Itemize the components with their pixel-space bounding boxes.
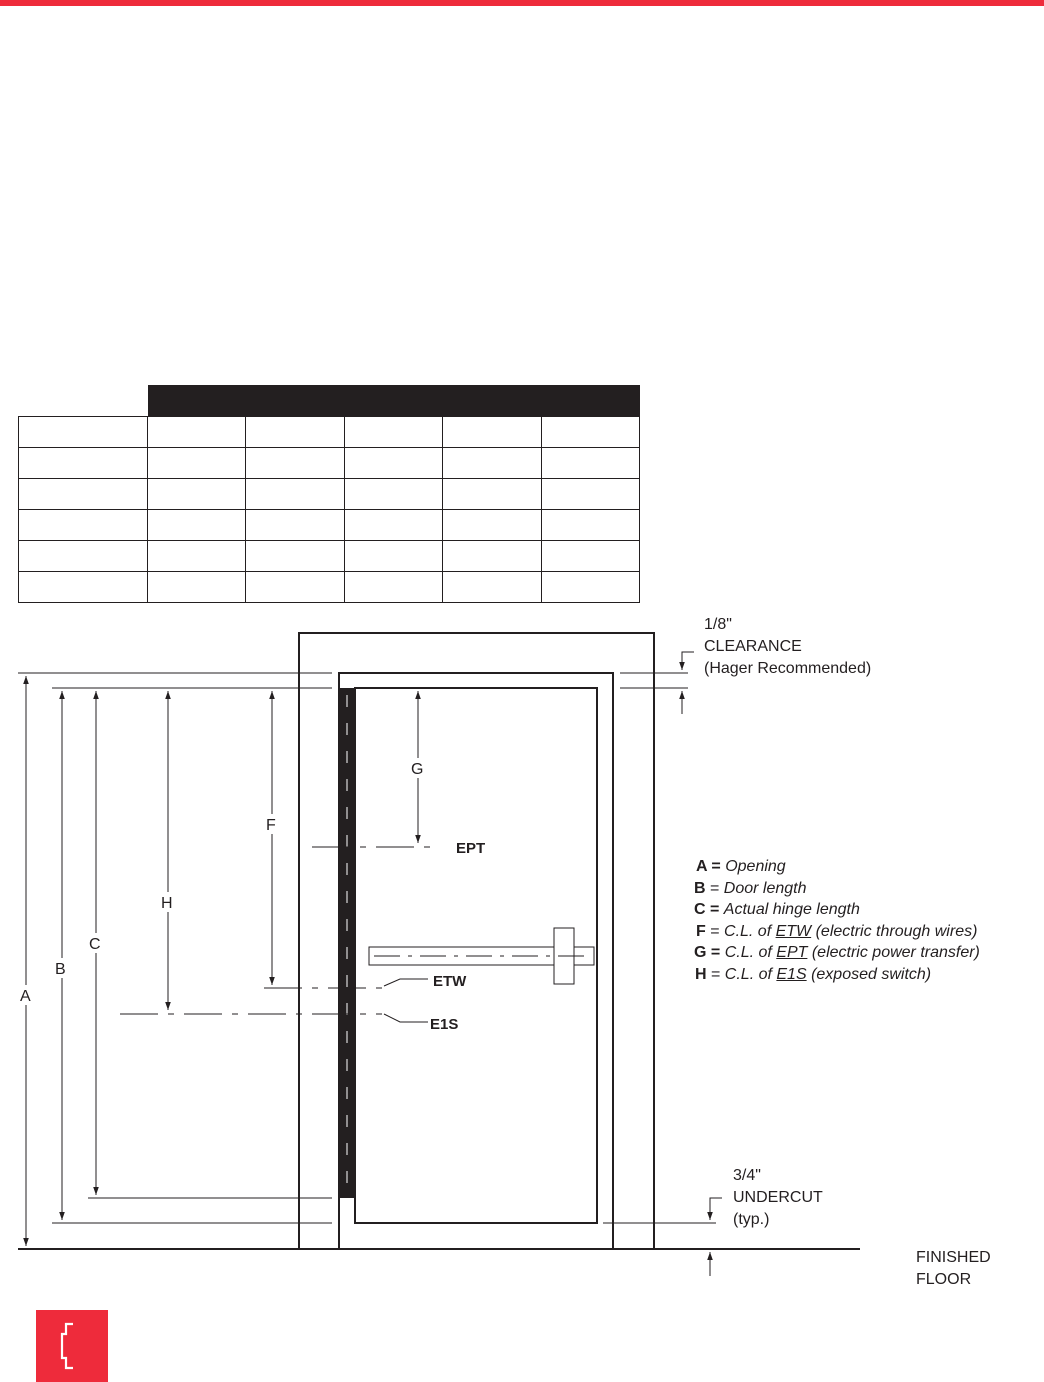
legend-row-f [692,921,1037,943]
legend-letter: F [696,922,706,940]
legend-text: Actual hinge length [723,901,860,919]
legend-letter: A [696,858,707,875]
legend-text-suffix: (electric power transfer) [807,944,980,962]
dim-label-g: G [411,761,424,778]
undercut-note-line-2: UNDERCUT [733,1189,823,1206]
legend-equals: = [706,858,726,875]
floor-label-line-1: FINISHED [916,1249,991,1266]
legend-row-h [692,964,1037,986]
legend-letter: H [695,965,707,983]
legend-row-a [692,856,1037,878]
legend-row-g [692,942,1037,964]
legend-equals: = [705,901,724,919]
clearance-note-line-3: (Hager Recommended) [704,660,872,677]
dim-label-f: F [266,817,276,834]
legend-letter: C [694,901,706,919]
dim-label-b: B [55,961,66,978]
legend-code-ept: EPT [776,944,808,962]
legend-equals: = [706,944,725,962]
leader-etw [384,979,428,986]
legend-row-c [692,899,1037,921]
legend-code-e1s: E1S [776,965,807,983]
legend-row-b [692,878,1037,900]
dim-label-h: H [161,895,173,912]
undercut-note-line-3: (typ.) [733,1211,770,1228]
legend-text-suffix: (exposed switch) [806,965,932,983]
legend-text-prefix: C.L. of [724,965,777,983]
undercut-leader [710,1198,722,1214]
floor-label-line-2: FLOOR [916,1271,972,1288]
legend-text-prefix: C.L. of [724,944,777,962]
label-ept: EPT [456,840,486,857]
legend-letter: G [694,944,707,962]
dim-label-a: A [20,988,31,1005]
clearance-note-line-2: CLEARANCE [704,638,802,655]
legend-equals: = [705,922,725,940]
leader-e1s [384,1014,428,1022]
dimension-legend [692,856,1037,986]
label-etw: ETW [433,973,467,990]
dim-label-c: C [89,936,101,953]
legend-equals: = [706,965,725,983]
label-e1s: E1S [430,1016,459,1033]
legend-text-suffix: (electric through wires) [811,922,978,940]
legend-equals: = [705,879,724,897]
legend-text: Opening [725,858,786,875]
undercut-note-line-1: 3/4" [733,1167,761,1184]
hager-hinge-logo-icon [36,1310,108,1382]
clearance-note-line-1: 1/8" [704,616,732,633]
legend-code-etw: ETW [775,922,812,940]
clearance-leader [682,652,694,666]
legend-text: Door length [723,879,807,897]
legend-text-prefix: C.L. of [724,922,776,940]
legend-letter: B [694,879,706,897]
